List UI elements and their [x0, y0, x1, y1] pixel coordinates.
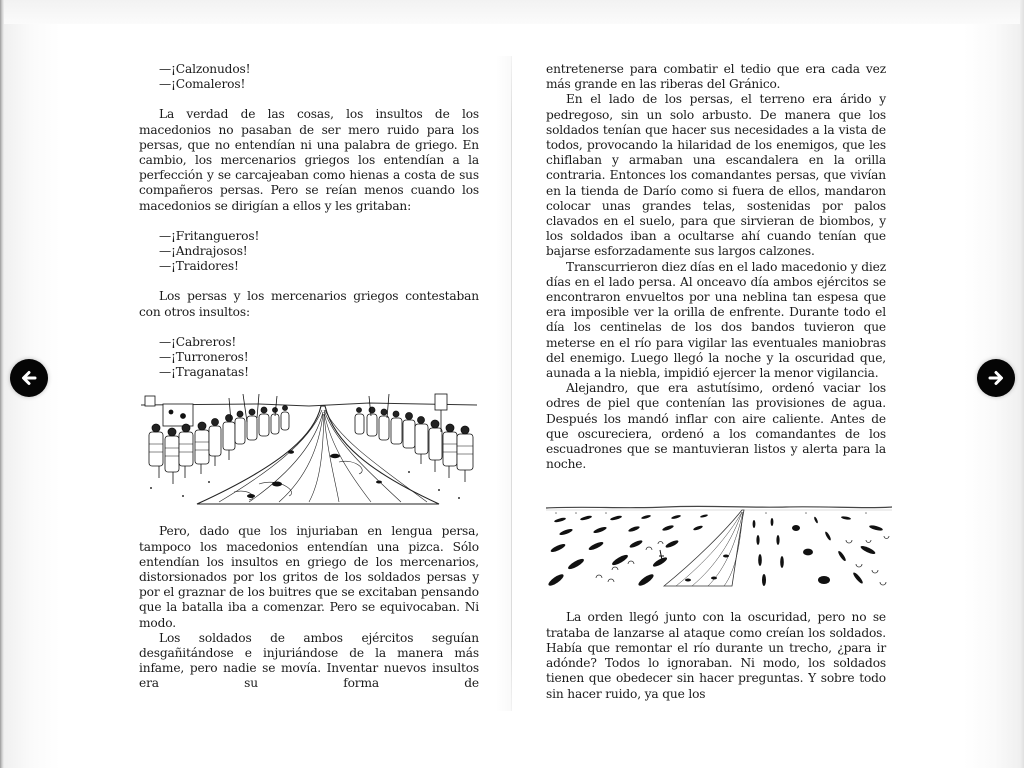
paragraph: La verdad de las cosas, los insultos de los macedonios no pasaban de ser mero ruido para los persas, que no entendían ni una palabra de griego. En cambio, los mercenarios griegos los entendían a la perfección y se carcajeaban como hienas a costa de sus compañeros persas. Pero se reían menos cuando los macedonios se dirigían a ellos y les gritaban: — [139, 107, 479, 213]
paragraph: En el lado de los persas, el terreno era árido y pedregoso, sin un solo arbusto. De manera que los soldados tenían que hacer sus necesidades a la vista de todos, provocando la hilaridad de los enemigos, que les chiflaban y armaban una escandalera en la orilla contraria. Entonces los comandantes persas, que vivían en la tienda de Darío como si fuera de ellos, mandaron colocar unas grandes telas, sostenidas por palos clavados en el suelo, para que sirvieran de biombos, y los soldados iban a ocultarse ahí cuando tenían que bajarse esforzadamente sus largos calzones. — [546, 92, 886, 259]
paragraph: Los soldados de ambos ejércitos seguían desgañitándose e injuriándose de la manera más infame, pero nadie se movía. Inventar nuevos insultos era su forma de — [139, 630, 479, 691]
dialog-line: —¡Traganatas! — [159, 365, 249, 380]
paragraph: Los persas y los mercenarios griegos contestaban con otros insultos: — [139, 289, 479, 319]
arrow-right-icon — [987, 369, 1005, 387]
armies-river-illustration — [139, 392, 479, 510]
dialog-line: —¡Comaleros! — [159, 77, 246, 92]
dialog-line: —¡Andrajosos! — [159, 244, 248, 259]
dialog-line: —¡Fritangueros! — [159, 228, 260, 243]
dialog-block — [139, 62, 479, 92]
dialog-block — [139, 229, 479, 275]
next-page-button[interactable] — [977, 359, 1015, 397]
reader-top-edge — [4, 0, 1020, 24]
previous-page-button[interactable] — [10, 359, 48, 397]
dialog-line: —¡Calzonudos! — [159, 62, 251, 76]
gutter-shadow — [495, 56, 511, 711]
dialog-line: —¡Turroneros! — [159, 350, 249, 365]
paragraph: Alejandro, que era astutísimo, ordenó vaciar los odres de piel que contenían las provisiones de agua. Después los mandó inflar con aire caliente. Antes de que oscureciera, ordenó a los comandantes de los escuadrones que se mantuvieran listos y alerta para la noche. — [546, 381, 886, 472]
page-gutter — [511, 56, 512, 711]
left-page — [139, 62, 479, 692]
dialog-line: —¡Cabreros! — [159, 334, 237, 349]
arrow-left-icon — [20, 369, 38, 387]
paragraph: La orden llegó junto con la oscuridad, pero no se trataba de lanzarse al ataque como creían los soldados. Había que remontar el río durante un trecho, ¿para ir adónde? Todos lo ignoraban. Ni modo, los soldados tienen que obedecer sin hacer preguntas. Y sobre todo sin hacer ruido, ya que los — [546, 610, 886, 701]
dialog-block — [139, 335, 479, 381]
right-page — [546, 62, 886, 702]
paragraph: entretenerse para combatir el tedio que era cada vez más grande en las riberas del Gránico. — [546, 62, 886, 92]
dialog-line: —¡Traidores! — [159, 259, 239, 274]
paragraph: Pero, dado que los injuriaban en lengua persa, tampoco los macedonios entendían una pizca. Sólo entendían los insultos en griego de los mercenarios, distorsionados por los gritos de los soldados persas y por el graznar de los buitres que se excitaban pensando que la batalla iba a comenzar. Pero se equivocaban. Ni modo. — [139, 524, 479, 630]
paragraph: Transcurrieron diez días en el lado macedonio y diez días en el lado persa. Al onceavo día ambos ejércitos se encontraron envueltos por una neblina tan espesa que era imposible ver la orilla de enfrente. Durante todo el día los centinelas de los dos bandos tuvieron que meterse en el río para vigilar las eventuales maniobras del enemigo. Luego llegó la noche y la oscuridad que, aunada a la niebla, impidió ejercer la menor vigilancia. — [546, 259, 886, 381]
footprints-river-illustration — [546, 500, 892, 588]
